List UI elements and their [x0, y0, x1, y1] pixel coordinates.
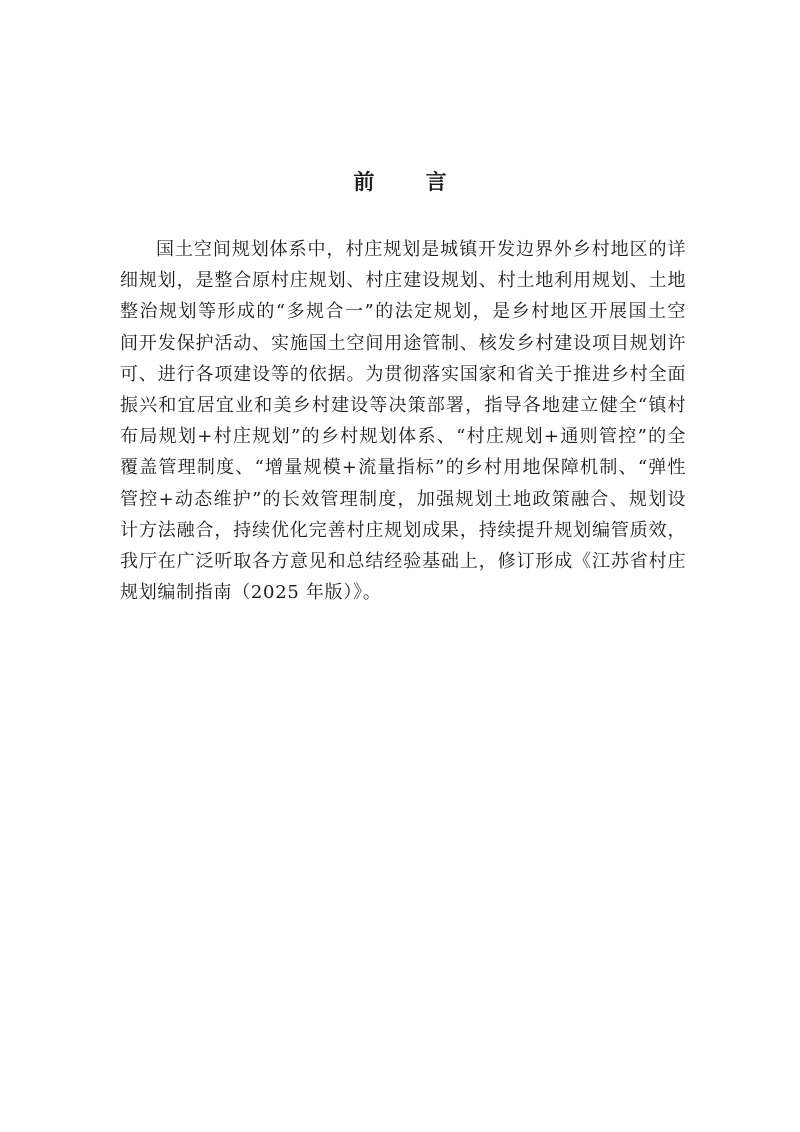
paragraph-line: 间开发保护活动、实施国土空间用途管制、核发乡村建设项目规划许: [120, 332, 686, 354]
paragraph-line: 覆盖管理制度、“增量规模+流量指标”的乡村用地保障机制、“弹性: [120, 457, 686, 479]
paragraph-line: 国土空间规划体系中，村庄规划是城镇开发边界外乡村地区的详: [156, 239, 686, 260]
page-title: 前 言: [353, 169, 469, 194]
paragraph-line: 管控+动态维护”的长效管理制度，加强规划土地政策融合、规划设: [120, 488, 686, 510]
paragraph-line: 振兴和宜居宜业和美乡村建设等决策部署，指导各地建立健全“镇村: [120, 394, 686, 416]
paragraph-line: 可、进行各项建设等的依据。为贯彻落实国家和省关于推进乡村全面: [120, 363, 686, 385]
paragraph-line: 规划编制指南（2025 年版）》。: [120, 582, 382, 604]
paragraph-line: 我厅在广泛听取各方意见和总结经验基础上，修订形成《江苏省村庄: [120, 550, 686, 572]
paragraph-line: 细规划，是整合原村庄规划、村庄建设规划、村土地利用规划、土地: [120, 270, 686, 292]
paragraph-line: 整治规划等形成的“多规合一”的法定规划，是乡村地区开展国土空: [120, 301, 686, 323]
paragraph-line: 计方法融合，持续优化完善村庄规划成果，持续提升规划编管质效，: [120, 519, 686, 541]
paragraph-line: 布局规划+村庄规划”的乡村规划体系、“村庄规划+通则管控”的全: [120, 426, 686, 448]
preface-paragraph: [120, 234, 686, 608]
